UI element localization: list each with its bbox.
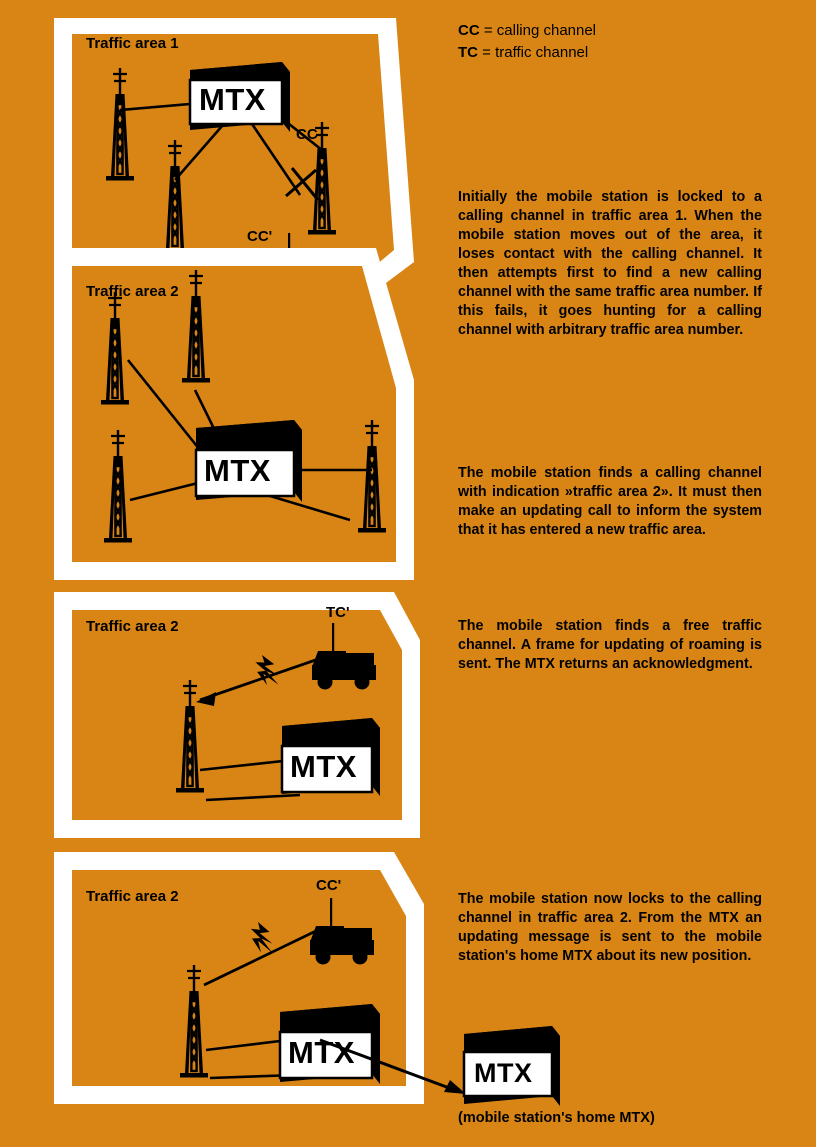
legend [458,20,788,64]
panel-3-tc-prime-label: TC' [326,604,350,621]
panel-1-mtx-label: MTX [199,82,266,117]
paragraph-3: The mobile station finds a free traffic channel. A frame for updating of roaming is sent. The MTX returns an acknowledgment. [458,618,762,672]
legend-abbr-cc: CC [458,22,480,39]
legend-meaning-cc: calling channel [496,22,597,39]
panel-1-area-label: Traffic area 1 [86,35,179,52]
panel-4-area-label: Traffic area 2 [86,888,179,905]
panel-2-mtx-label: MTX [204,453,271,488]
panel-1-cc-label: CC [296,126,318,143]
paragraph-1: Initially the mobile station is locked to a calling channel in traffic area 1. When the mobile station moves out of the area, it loses contact with the calling channel. It then attempts first to find a new calling channel with the same traffic area number. If this fails, it goes hunting for a calling channel with arbitrary traffic area number. [458,189,762,338]
home-mtx-caption: (mobile station's home MTX) [458,1110,655,1126]
legend-meaning-tc: traffic channel [495,43,589,61]
paragraph-2: The mobile station finds a calling channel with indication »traffic area 2». It must then make an updating call to inform the system that it has entered a new traffic area. [458,465,762,538]
legend-eq-cc: = [479,22,497,39]
panel-3-area-label: Traffic area 2 [86,618,179,635]
panel-2-area-label: Traffic area 2 [86,283,179,300]
paragraph-4: The mobile station now locks to the calling channel in traffic area 2. From the MTX an updating message is sent to the mobile station's home MTX about its new position. [458,891,762,964]
legend-abbr-tc: TC [458,43,478,61]
legend-row-cc [458,20,788,42]
legend-eq-tc: = [478,43,496,61]
home-mtx-label: MTX [474,1058,533,1088]
legend-row-tc [458,42,788,64]
panel-1-cc-prime-label: CC' [247,228,273,245]
panel-3-mtx-label: MTX [290,749,357,784]
panel-4-mtx-label: MTX [288,1035,355,1070]
panel-4-cc-prime-label: CC' [316,877,342,894]
